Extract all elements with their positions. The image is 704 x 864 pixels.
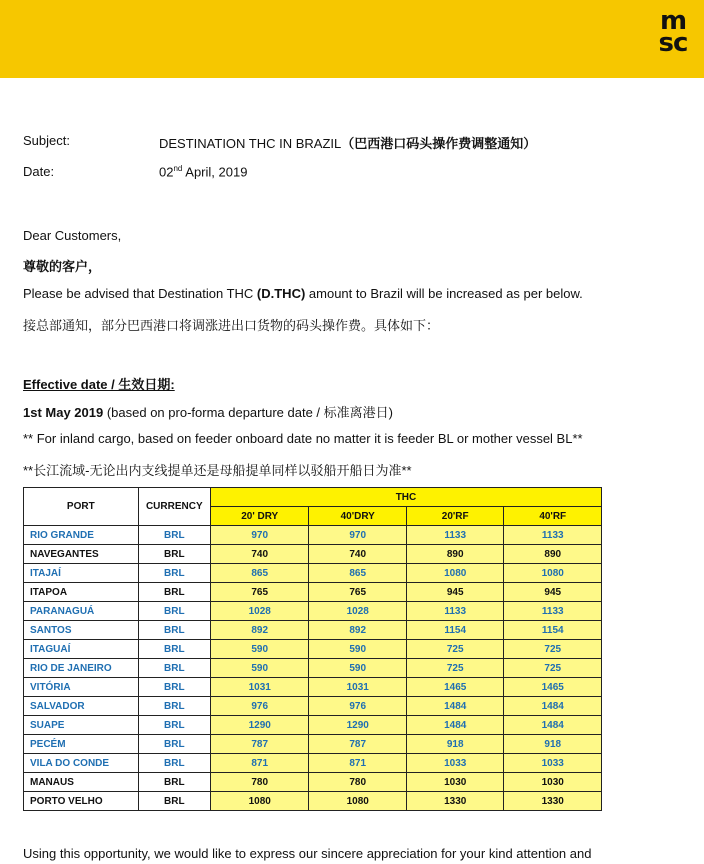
- thc-40-dry-cell: 590: [309, 640, 407, 659]
- thc-40-rf-cell: 1484: [504, 697, 602, 716]
- greeting-cn: 尊敬的客户，: [23, 259, 102, 274]
- port-cell: PORTO VELHO: [24, 792, 139, 811]
- date-label: Date:: [23, 164, 55, 179]
- table-row: [24, 754, 602, 773]
- header-40-dry: 40'DRY: [309, 507, 407, 526]
- port-cell: ITAGUAÍ: [24, 640, 139, 659]
- inland-note-cn: **长江流域-无论出内支线提单还是母船提单同样以驳船开船日为准**: [23, 463, 412, 478]
- logo-text-top: m: [659, 6, 687, 36]
- port-cell: ITAJAÍ: [24, 564, 139, 583]
- subject-label: Subject:: [23, 133, 70, 148]
- thc-20-dry-cell: 865: [210, 564, 309, 583]
- port-cell: NAVEGANTES: [24, 545, 139, 564]
- notice-cn: 接总部通知，部分巴西港口将调涨进出口货物的码头操作费。具体如下：: [23, 318, 440, 333]
- table-row: [24, 773, 602, 792]
- thc-40-rf-cell: 1484: [504, 716, 602, 735]
- table-row: [24, 640, 602, 659]
- port-cell: VILA DO CONDE: [24, 754, 139, 773]
- currency-cell: BRL: [138, 792, 210, 811]
- table-row: [24, 602, 602, 621]
- thc-40-dry-cell: 865: [309, 564, 407, 583]
- greeting-en: Dear Customers,: [23, 228, 122, 243]
- header-currency: CURRENCY: [138, 488, 210, 526]
- thc-20-dry-cell: 787: [210, 735, 309, 754]
- thc-40-rf-cell: 1133: [504, 602, 602, 621]
- currency-cell: BRL: [138, 602, 210, 621]
- table-row: [24, 735, 602, 754]
- inland-note-en: ** For inland cargo, based on feeder onboard date no matter it is feeder BL or mother vessel BL**: [23, 431, 583, 446]
- currency-cell: BRL: [138, 735, 210, 754]
- table-row: [24, 526, 602, 545]
- thc-40-dry-cell: 970: [309, 526, 407, 545]
- thc-40-rf-cell: 918: [504, 735, 602, 754]
- effective-date-note: (based on pro-forma departure date / 标准离港日): [103, 405, 393, 420]
- table-row: [24, 621, 602, 640]
- thc-40-dry-cell: 1080: [309, 792, 407, 811]
- currency-cell: BRL: [138, 697, 210, 716]
- thc-40-rf-cell: 725: [504, 640, 602, 659]
- header-banner: [0, 0, 704, 78]
- port-cell: SANTOS: [24, 621, 139, 640]
- currency-cell: BRL: [138, 621, 210, 640]
- thc-40-dry-cell: 765: [309, 583, 407, 602]
- thc-40-rf-cell: 725: [504, 659, 602, 678]
- date-rest: April, 2019: [182, 164, 248, 180]
- thc-40-rf-cell: 890: [504, 545, 602, 564]
- thc-20-dry-cell: 892: [210, 621, 309, 640]
- table-row: [24, 583, 602, 602]
- thc-20-dry-cell: 1080: [210, 792, 309, 811]
- currency-cell: BRL: [138, 773, 210, 792]
- currency-cell: BRL: [138, 678, 210, 697]
- notice-en-bold: (D.THC): [256, 286, 306, 301]
- port-cell: RIO GRANDE: [24, 526, 139, 545]
- thc-20-dry-cell: 1028: [210, 602, 309, 621]
- thc-40-dry-cell: 787: [309, 735, 407, 754]
- subject-value: [159, 133, 536, 152]
- date-suffix: nd: [173, 164, 183, 173]
- notice-en-post: amount to Brazil will be increased as per below.: [305, 286, 583, 301]
- thc-40-dry-cell: 892: [309, 621, 407, 640]
- thc-20-rf-cell: 1030: [406, 773, 504, 792]
- thc-20-rf-cell: 1033: [406, 754, 504, 773]
- thc-20-dry-cell: 976: [210, 697, 309, 716]
- closing-text: Using this opportunity, we would like to express our sincere appreciation for your kind attention and: [23, 846, 592, 861]
- currency-cell: BRL: [138, 583, 210, 602]
- port-cell: SALVADOR: [24, 697, 139, 716]
- thc-40-rf-cell: 1330: [504, 792, 602, 811]
- thc-40-rf-cell: 1133: [504, 526, 602, 545]
- subject-text-cn: （巴西港口码头操作费调整通知）: [341, 136, 537, 151]
- thc-20-rf-cell: 1484: [406, 716, 504, 735]
- thc-40-dry-cell: 740: [309, 545, 407, 564]
- thc-table-body: [24, 526, 602, 811]
- thc-40-dry-cell: 1028: [309, 602, 407, 621]
- table-row: [24, 678, 602, 697]
- thc-20-dry-cell: 871: [210, 754, 309, 773]
- header-40-rf: 40'RF: [504, 507, 602, 526]
- currency-cell: BRL: [138, 526, 210, 545]
- port-cell: MANAUS: [24, 773, 139, 792]
- thc-20-rf-cell: 1133: [406, 602, 504, 621]
- thc-40-rf-cell: 1465: [504, 678, 602, 697]
- port-cell: SUAPE: [24, 716, 139, 735]
- notice-en: [23, 286, 583, 301]
- logo-text-bottom: sc: [658, 28, 688, 58]
- thc-20-dry-cell: 780: [210, 773, 309, 792]
- thc-20-rf-cell: 725: [406, 640, 504, 659]
- thc-20-rf-cell: 1133: [406, 526, 504, 545]
- port-cell: PARANAGUÁ: [24, 602, 139, 621]
- effective-heading: Effective date / 生效日期:: [23, 377, 175, 392]
- thc-20-rf-cell: 1330: [406, 792, 504, 811]
- table-row: [24, 716, 602, 735]
- thc-20-rf-cell: 1465: [406, 678, 504, 697]
- table-row: [24, 792, 602, 811]
- thc-40-rf-cell: 1030: [504, 773, 602, 792]
- port-cell: ITAPOA: [24, 583, 139, 602]
- thc-20-rf-cell: 1484: [406, 697, 504, 716]
- currency-cell: BRL: [138, 640, 210, 659]
- notice-en-pre: Please be advised that Destination THC: [23, 286, 257, 301]
- date-value: [159, 164, 247, 179]
- thc-40-dry-cell: 871: [309, 754, 407, 773]
- currency-cell: BRL: [138, 754, 210, 773]
- thc-20-rf-cell: 890: [406, 545, 504, 564]
- currency-cell: BRL: [138, 564, 210, 583]
- thc-40-dry-cell: 1290: [309, 716, 407, 735]
- date-day: 02: [159, 164, 174, 180]
- table-row: [24, 697, 602, 716]
- thc-20-rf-cell: 918: [406, 735, 504, 754]
- currency-cell: BRL: [138, 716, 210, 735]
- thc-20-rf-cell: 1080: [406, 564, 504, 583]
- thc-40-rf-cell: 945: [504, 583, 602, 602]
- header-20-rf: 20'RF: [406, 507, 504, 526]
- thc-20-rf-cell: 1154: [406, 621, 504, 640]
- currency-cell: BRL: [138, 659, 210, 678]
- thc-40-rf-cell: 1033: [504, 754, 602, 773]
- table-row: [24, 659, 602, 678]
- thc-20-dry-cell: 1031: [210, 678, 309, 697]
- thc-40-dry-cell: 1031: [309, 678, 407, 697]
- effective-date-line: [23, 402, 393, 421]
- currency-cell: BRL: [138, 545, 210, 564]
- thc-20-dry-cell: 1290: [210, 716, 309, 735]
- thc-40-dry-cell: 976: [309, 697, 407, 716]
- port-cell: VITÓRIA: [24, 678, 139, 697]
- thc-20-dry-cell: 590: [210, 659, 309, 678]
- thc-20-dry-cell: 740: [210, 545, 309, 564]
- header-20-dry: 20' DRY: [210, 507, 309, 526]
- subject-line: [23, 133, 537, 151]
- thc-40-dry-cell: 590: [309, 659, 407, 678]
- effective-date: 1st May 2019: [23, 405, 104, 420]
- thc-20-dry-cell: 765: [210, 583, 309, 602]
- thc-20-rf-cell: 725: [406, 659, 504, 678]
- thc-20-dry-cell: 590: [210, 640, 309, 659]
- header-thc: THC: [210, 488, 601, 507]
- thc-table: [23, 487, 602, 811]
- msc-logo: [650, 6, 696, 62]
- port-cell: RIO DE JANEIRO: [24, 659, 139, 678]
- thc-20-rf-cell: 945: [406, 583, 504, 602]
- date-line: [23, 164, 248, 180]
- thc-40-dry-cell: 780: [309, 773, 407, 792]
- subject-text: DESTINATION THC IN BRAZIL: [159, 136, 342, 151]
- header-port: PORT: [24, 488, 139, 526]
- thc-40-rf-cell: 1080: [504, 564, 602, 583]
- port-cell: PECÉM: [24, 735, 139, 754]
- table-row: [24, 564, 602, 583]
- table-row: [24, 545, 602, 564]
- thc-20-dry-cell: 970: [210, 526, 309, 545]
- thc-40-rf-cell: 1154: [504, 621, 602, 640]
